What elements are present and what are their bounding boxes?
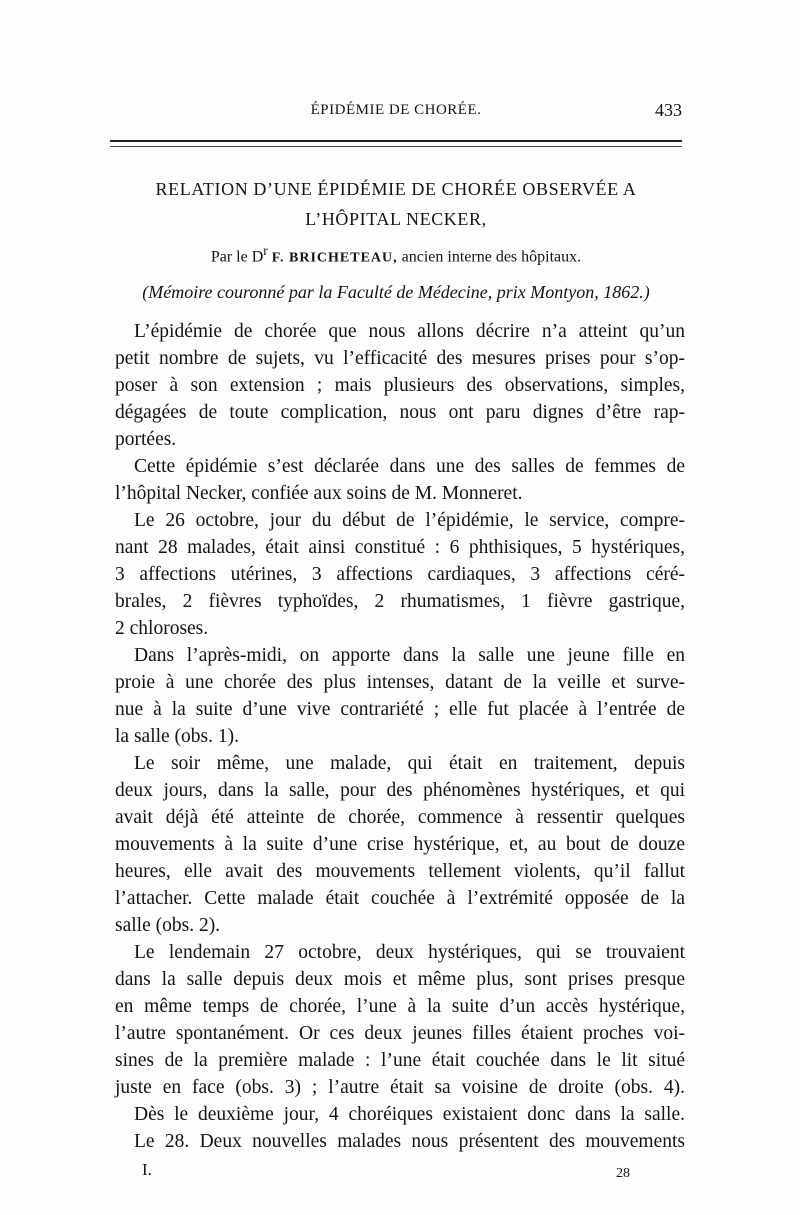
body-line: avait déjà été atteinte de chorée, commence à ressentir quelques xyxy=(115,807,685,828)
body-line: en même temps de chorée, l’une à la suite d’un accès hystérique, xyxy=(115,996,685,1017)
body-line: L’épidémie de chorée que nous allons décrire n’a atteint qu’un xyxy=(134,321,685,342)
title-line-1: RELATION D’UNE ÉPIDÉMIE DE CHORÉE OBSERVÉE A xyxy=(155,179,637,199)
byline-prefix: Par le D xyxy=(210,248,264,266)
memoire-note xyxy=(110,282,682,303)
body-text xyxy=(115,318,685,1155)
byline-sup: r xyxy=(263,243,268,258)
title-line-2: L’HÔPITAL NECKER, xyxy=(305,209,487,229)
running-head xyxy=(110,100,682,122)
body-line: l’attacher. Cette malade était couchée à l’extrémité opposée de la xyxy=(115,888,685,909)
body-line: petit nombre de sujets, vu l’efficacité des mesures prises pour s’op- xyxy=(115,348,685,369)
body-line: la salle (obs. 1). xyxy=(115,726,240,747)
body-line: Le 26 octobre, jour du début de l’épidémie, le service, compre- xyxy=(134,510,685,531)
body-line: heures, elle avait des mouvements tellement violents, qu’il fallut xyxy=(115,861,685,882)
article-title xyxy=(110,174,682,234)
body-line: Le 28. Deux nouvelles malades nous présentent des mouvements xyxy=(134,1131,685,1152)
body-line: proie à une chorée des plus intenses, datant de la veille et surve- xyxy=(115,672,685,693)
author-name: F. BRICHETEAU, xyxy=(271,250,398,266)
body-line: Cette épidémie s’est déclarée dans une des salles de femmes de xyxy=(134,456,685,477)
body-line: dans la salle depuis deux mois et même plus, sont prises presque xyxy=(115,969,685,990)
body-line: 2 chloroses. xyxy=(115,618,209,639)
body-line: mouvements à la suite d’une crise hystérique, et, au bout de douze xyxy=(115,834,685,855)
body-line: sines de la première malade : l’une était couchée dans le lit situé xyxy=(115,1050,685,1071)
body-line: l’hôpital Necker, confiée aux soins de M. Monneret. xyxy=(115,483,523,504)
memoire-text: (Mémoire couronné par la Faculté de Médecine, prix Montyon, 1862.) xyxy=(142,282,650,302)
body-line: portées. xyxy=(115,429,177,450)
body-line: nue à la suite d’une vive contrariété ; elle fut placée à l’entrée de xyxy=(115,699,685,720)
body-line: Le soir même, une malade, qui était en traitement, depuis xyxy=(134,753,685,774)
body-line: Dès le deuxième jour, 4 choréiques existaient donc dans la salle. xyxy=(134,1104,685,1125)
running-title: ÉPIDÉMIE DE CHORÉE. xyxy=(310,102,482,118)
body-line: juste en face (obs. 3) ; l’autre était sa voisine de droite (obs. 4). xyxy=(115,1077,685,1098)
body-line: nant 28 malades, était ainsi constitué : 6 phthisiques, 5 hystériques, xyxy=(115,537,685,558)
header-rule-thick xyxy=(110,140,682,142)
body-line: l’autre spontanément. Or ces deux jeunes filles étaient proches voi- xyxy=(115,1023,685,1044)
signature-mark-right: 28 xyxy=(616,1166,630,1181)
body-line: 3 affections utérines, 3 affections cardiaques, 3 affections céré- xyxy=(115,564,685,585)
body-line: deux jours, dans la salle, pour des phénomènes hystériques, et qui xyxy=(115,780,685,801)
body-line: dégagées de toute complication, nous ont paru dignes d’être rap- xyxy=(115,402,685,423)
body-line: poser à son extension ; mais plusieurs des observations, simples, xyxy=(115,375,685,396)
signature-mark-left: I. xyxy=(142,1160,152,1179)
header-rule-thin xyxy=(110,146,682,147)
body-line: Dans l’après-midi, on apporte dans la salle une jeune fille en xyxy=(134,645,685,666)
byline-suffix: ancien interne des hôpitaux. xyxy=(401,248,582,266)
body-line: brales, 2 fièvres typhoïdes, 2 rhumatismes, 1 fièvre gastrique, xyxy=(115,591,685,612)
body-line: Le lendemain 27 octobre, deux hystériques, qui se trouvaient xyxy=(134,942,685,963)
byline xyxy=(110,243,682,266)
body-line: salle (obs. 2). xyxy=(115,915,221,936)
page-number: 433 xyxy=(655,100,682,120)
